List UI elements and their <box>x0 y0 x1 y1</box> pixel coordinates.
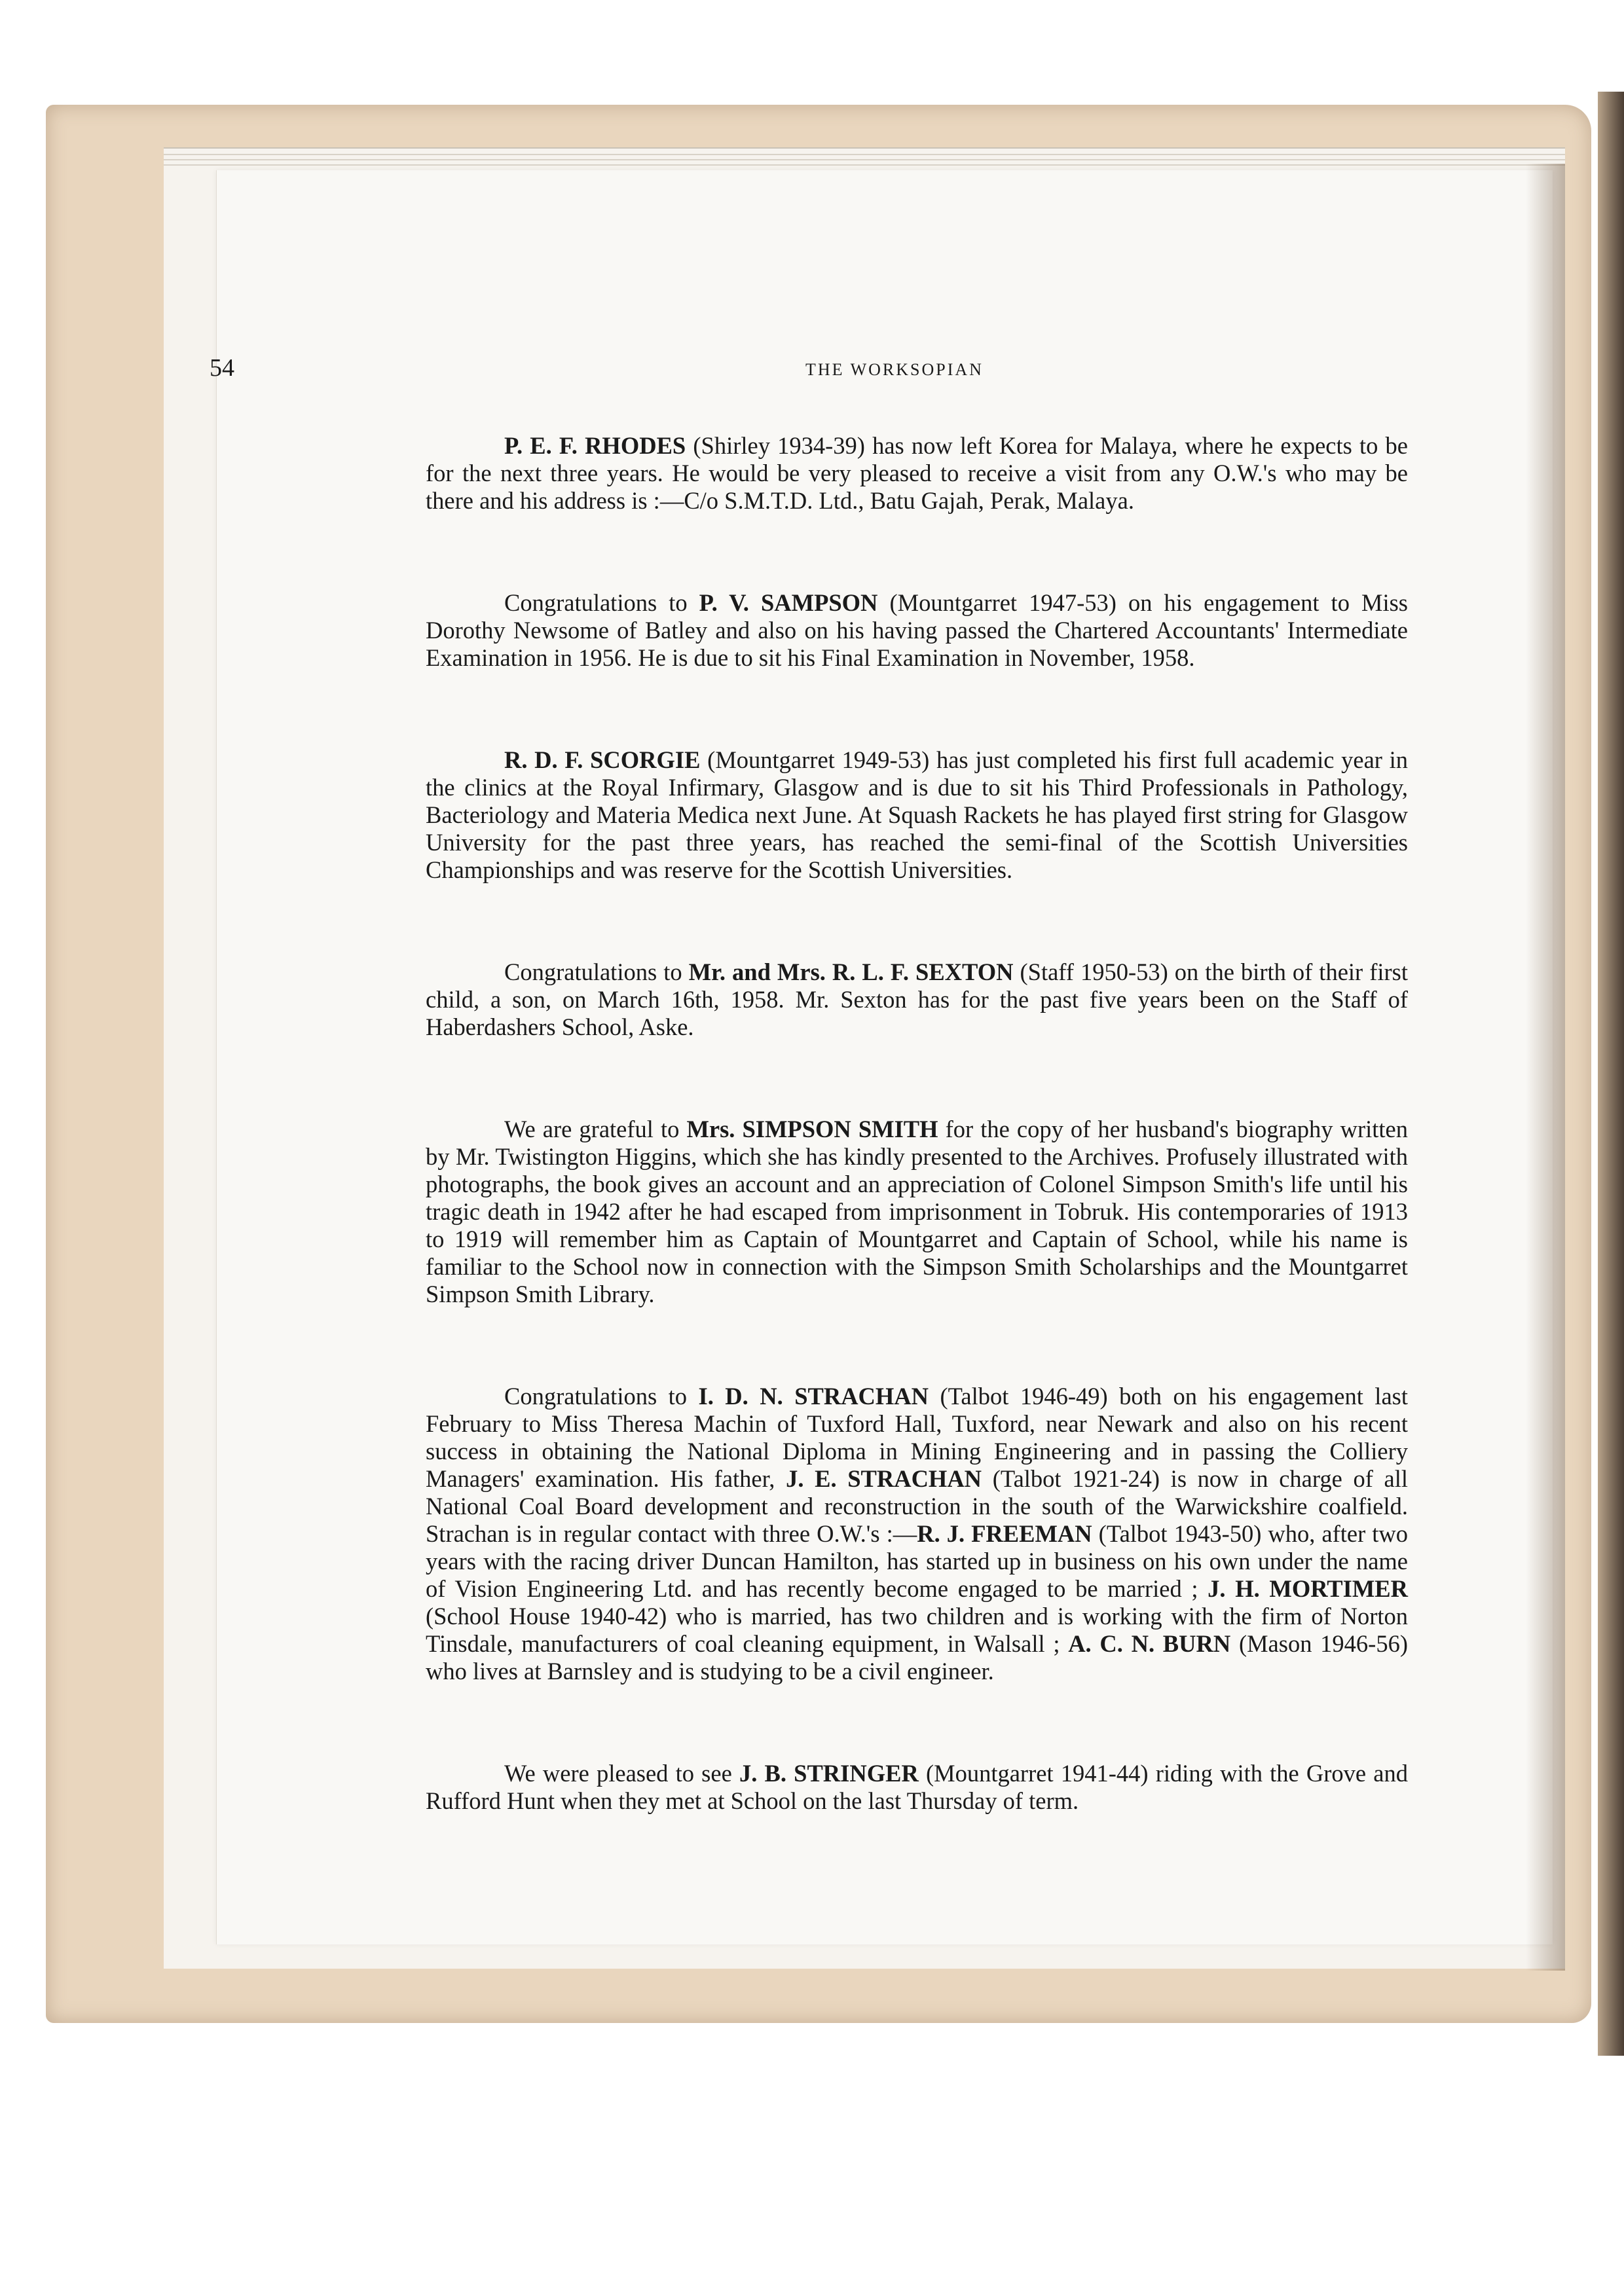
text-segment: (Talbot 1943-50) who, after two years with the racing driver Duncan Hamilton, has started up in business on his own under the name of Vision Engineering Ltd. and has recently become engaged to be married ; <box>426 1520 1409 1602</box>
page-number: 54 <box>210 354 234 382</box>
name-bold: J. E. STRACHAN <box>786 1465 982 1492</box>
paragraph <box>426 1760 1408 1815</box>
name-bold: J. B. STRINGER <box>739 1760 919 1787</box>
name-bold: P. E. F. RHODES <box>504 432 686 459</box>
name-bold: R. J. FREEMAN <box>917 1520 1092 1547</box>
text-segment: Congratulations to <box>504 1383 699 1410</box>
paragraph <box>426 746 1408 884</box>
text-segment: (Shirley 1934-39) has now left Korea for Malaya, where he expects to be for the next three years. He would be very pleased to receive a visit from any O.W.'s who may be there and his address is :—C/o S.M.T.D. Ltd., Batu Gajah, Perak, Malaya. <box>426 432 1408 514</box>
paragraph <box>426 1116 1408 1308</box>
text-segment: (Staff 1950-53) on the birth of their first child, a son, on March 16th, 1958. Mr. Sexton has for the past five years been on the Staff of Haberdashers School, Aske. <box>426 958 1409 1040</box>
running-head: THE WORKSOPIAN <box>805 360 984 379</box>
paragraph <box>426 432 1408 515</box>
article-body <box>426 432 1408 1889</box>
text-segment: Congratulations to <box>504 958 689 985</box>
text-segment: (Mountgarret 1949-53) has just completed his first full academic year in the clinics at the Royal Infirmary, Glasgow and is due to sit his Third Professionals in Pathology, Bacteriology and Materia Medica next June. At Squash Rackets he has played first string for Glasgow University for the past three years, has reached the semi-final of the Scottish Universities Championships and was reserve for the Scottish Universities. <box>426 746 1409 883</box>
name-bold: I. D. N. STRACHAN <box>698 1383 929 1410</box>
name-bold: Mrs. SIMPSON SMITH <box>686 1116 938 1142</box>
name-bold: P. V. SAMPSON <box>699 589 878 616</box>
text-segment: Congratulations to <box>504 589 699 616</box>
text-segment: (Mountgarret 1947-53) on his engagement to Miss Dorothy Newsome of Batley and also on his having passed the Chartered Accountants' Intermediate Examination in 1956. He is due to sit his Final Examination in November, 1958. <box>426 589 1409 671</box>
text-segment: (Mason 1946-56) who lives at Barnsley and is studying to be a civil engineer. <box>426 1630 1408 1685</box>
text-segment: for the copy of her husband's biography written by Mr. Twistington Higgins, which she has kindly presented to the Archives. Profusely illustrated with photographs, the book gives an account and an appreciation of Colonel Simpson Smith's life until his tragic death in 1942 after he had escaped from imprisonment in Tobruk. His contemporaries of 1913 to 1919 will remember him as Captain of Mountgarret and Captain of School, while his name is familiar to the School now in connection with the Simpson Smith Scholarships and the Mountgarret Simpson Smith Library. <box>426 1116 1408 1307</box>
paragraph <box>426 589 1408 672</box>
text-segment: (Mountgarret 1941-44) riding with the Grove and Rufford Hunt when they met at School on the last Thursday of term. <box>426 1760 1409 1814</box>
text-segment: (Talbot 1921-24) is now in charge of all National Coal Board development and reconstruction in the south of the Warwickshire coalfield. Strachan is in regular contact with three O.W.'s :— <box>426 1465 1408 1547</box>
text-segment: (Talbot 1946-49) both on his engagement last February to Miss Theresa Machin of Tuxford Hall, Tuxford, near Newark and also on his recent success in obtaining the National Diploma in Mining Engineering and in passing the Colliery Managers' examination. His father, <box>426 1383 1408 1492</box>
page-gutter-shadow <box>1526 164 1565 1971</box>
name-bold: A. C. N. BURN <box>1068 1630 1231 1657</box>
paragraph <box>426 1383 1408 1685</box>
text-segment: We were pleased to see <box>504 1760 739 1787</box>
text-segment: (School House 1940-42) who is married, has two children and is working with the firm of Norton Tinsdale, manufacturers of coal cleaning equipment, in Walsall ; <box>426 1603 1408 1657</box>
text-segment: We are grateful to <box>504 1116 687 1142</box>
name-bold: J. H. MORTIMER <box>1208 1575 1408 1602</box>
name-bold: R. D. F. SCORGIE <box>504 746 701 773</box>
name-bold: Mr. and Mrs. R. L. F. SEXTON <box>688 958 1014 985</box>
scanner-edge <box>1598 92 1624 2056</box>
paragraph <box>426 958 1408 1041</box>
